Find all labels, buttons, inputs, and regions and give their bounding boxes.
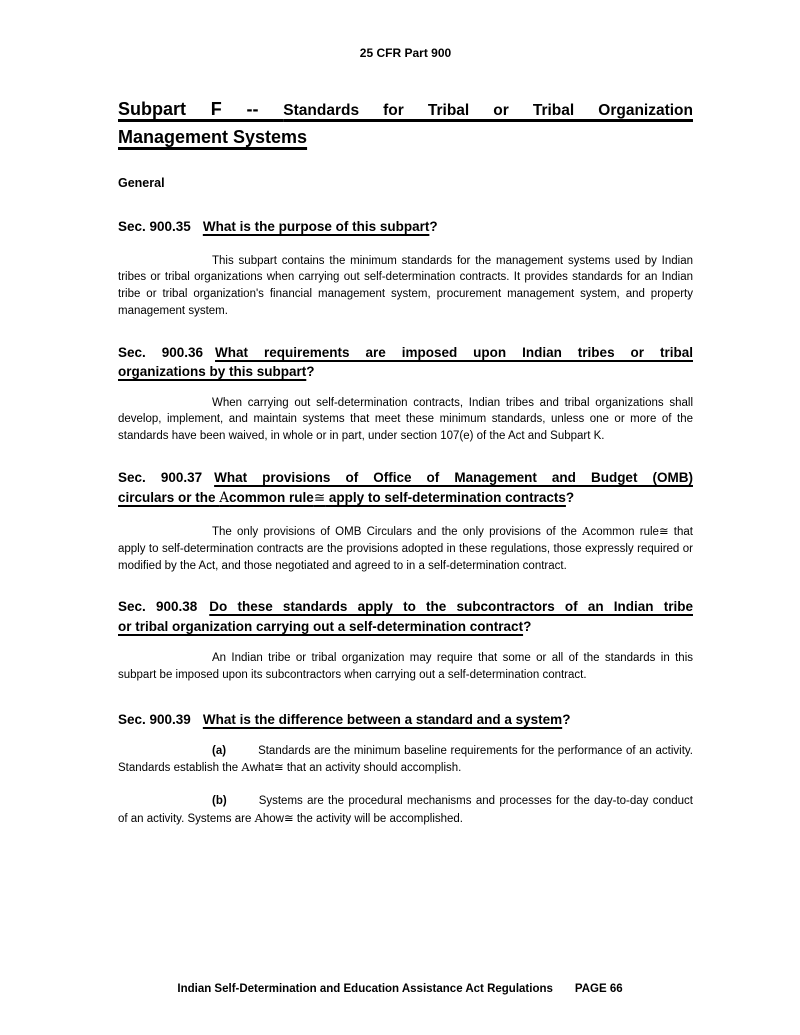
section-question-line1: What provisions of Office of Management and Budget (OMB): [214, 470, 693, 486]
general-heading: General: [118, 176, 165, 190]
heading-line1: [118, 468, 693, 488]
section-question-line2: or tribal organization carrying out a self-determination contract: [118, 618, 524, 634]
section-heading: [118, 217, 693, 237]
subpart-title-line1: [118, 96, 693, 124]
section-question: What is the difference between a standard and a system: [202, 712, 563, 728]
heading-line2: [118, 488, 693, 509]
section-question-line1: What requirements are imposed upon Indian tribes or tribal: [215, 344, 693, 360]
section-900-35: [118, 217, 693, 320]
section-paragraph: When carrying out self-determination contracts, Indian tribes and tribal organizations shall develop, implement, and maintain systems that meet these minimum standards, unless one or more of the standards have been waived, in whole or in part, under section 107(e) of the Act and Subpart K.: [118, 396, 693, 443]
question-mark: ?: [429, 219, 438, 234]
section-paragraph: The only provisions of OMB Circulars and the only provisions of the Αcommon rule≅ that apply to self-determination contracts are the provisions adopted in these regulations, those expressly required or modified by the Act, and those negotiated and agreed to in a self-determination contract.: [118, 524, 693, 572]
page-footer: [0, 982, 800, 996]
heading-line2: [118, 362, 693, 382]
question-mark: ?: [306, 364, 315, 380]
subpart-title-line2: Management Systems: [118, 127, 308, 147]
congruent-symbol: ≅: [313, 489, 326, 506]
alpha-symbol: Α: [254, 810, 263, 825]
heading-line1: [118, 597, 693, 617]
congruent-symbol: ≅: [274, 760, 284, 775]
section-900-39: [118, 710, 693, 828]
section-heading: [118, 343, 693, 382]
section-900-37: [118, 468, 693, 574]
section-question-line1: Do these standards apply to the subcontractors of an Indian tribe: [209, 599, 693, 615]
footer-page-number: PAGE 66: [574, 983, 623, 995]
congruent-symbol: ≅: [283, 810, 294, 825]
section-heading: [118, 710, 693, 730]
heading-line1: [118, 343, 693, 363]
subpart-title-prefix: Subpart F --: [118, 99, 284, 119]
subpart-title-rest: Standards for Tribal or Tribal Organization: [283, 102, 693, 119]
section-heading: [118, 468, 693, 508]
congruent-symbol: ≅: [658, 524, 669, 539]
running-header: 25 CFR Part 900: [359, 46, 452, 60]
question-mark: ?: [523, 618, 532, 634]
paragraph-label: (b): [212, 795, 227, 808]
subpart-title: [118, 96, 693, 152]
section-question-line2: organizations by this subpart: [118, 364, 307, 380]
section-question-line2: circulars or the Αcommon rule≅ apply to self-determination contracts: [118, 489, 566, 506]
footer-title: Indian Self-Determination and Education Assistance Act Regulations: [177, 983, 553, 995]
section-number: Sec. 900.35: [118, 219, 191, 234]
section-number: Sec. 900.36: [118, 344, 204, 360]
section-900-38: [118, 597, 693, 684]
page-content: [118, 0, 693, 828]
alpha-symbol: Α: [582, 524, 591, 539]
section-number: Sec. 900.38: [118, 599, 198, 615]
section-paragraph-a: (a) Standards are the minimum baseline requirements for the performance of an activity. Standards establish the Αwhat≅ that an activity should accomplish.: [118, 744, 693, 775]
section-question: What is the purpose of this subpart: [202, 219, 430, 234]
section-paragraph: This subpart contains the minimum standards for the management systems used by Indian tribes or tribal organizations when carrying out self-determination contracts. It provides standards for an Indian tribe or tribal organization's financial management system, procurement management system, and property management system.: [118, 254, 693, 317]
section-number: Sec. 900.37: [118, 470, 203, 486]
question-mark: ?: [565, 489, 575, 505]
alpha-symbol: Α: [219, 489, 230, 506]
paragraph-label: (a): [212, 744, 227, 757]
section-number: Sec. 900.39: [118, 712, 191, 728]
heading-line2: [118, 617, 693, 637]
section-900-36: [118, 343, 693, 445]
section-paragraph: An Indian tribe or tribal organization may require that some or all of the standards in this subpart be imposed upon its subcontractors when carrying out a self-determination contract.: [118, 652, 693, 682]
section-heading: [118, 597, 693, 636]
question-mark: ?: [562, 712, 571, 728]
section-paragraph-b: (b) Systems are the procedural mechanisms and processes for the day-to-day conduct of an activity. Systems are Αhow≅ the activity will be accomplished.: [118, 795, 693, 825]
alpha-symbol: Α: [241, 760, 250, 775]
